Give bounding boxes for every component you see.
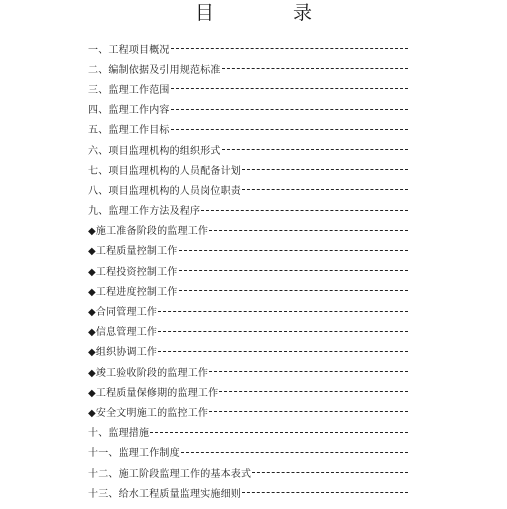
toc-dot-leader — [209, 371, 408, 372]
toc-dot-leader — [158, 311, 408, 312]
toc-entry — [88, 401, 408, 421]
toc-entry-label: 十、监理措施 — [88, 428, 150, 440]
toc-dot-leader — [158, 331, 408, 332]
toc-entry — [88, 321, 408, 341]
toc-dot-leader — [171, 109, 408, 110]
toc-entry-label: 五、监理工作目标 — [88, 125, 170, 137]
toc-entry-label: 一、工程项目概况 — [88, 44, 170, 56]
toc-dot-leader — [242, 169, 408, 170]
toc-entry — [88, 78, 408, 98]
toc-entry — [88, 179, 408, 199]
table-of-contents — [88, 38, 408, 502]
toc-entry — [88, 300, 408, 320]
toc-entry-label: ◆工程投资控制工作 — [88, 266, 178, 278]
toc-entry-label: 三、监理工作范围 — [88, 84, 170, 96]
toc-dot-leader — [242, 492, 408, 493]
toc-dot-leader — [222, 68, 408, 69]
toc-dot-leader — [252, 472, 408, 473]
toc-entry — [88, 58, 408, 78]
toc-dot-leader — [150, 432, 408, 433]
toc-entry-label: ◆组织协调工作 — [88, 347, 158, 359]
toc-entry — [88, 482, 408, 502]
toc-entry — [88, 240, 408, 260]
toc-entry — [88, 38, 408, 58]
toc-entry — [88, 139, 408, 159]
toc-entry — [88, 280, 408, 300]
toc-dot-leader — [201, 210, 408, 211]
toc-entry-label: 十三、给水工程质量监理实施细则 — [88, 488, 241, 500]
toc-entry-label: 二、编制依据及引用规范标准 — [88, 64, 221, 76]
toc-entry — [88, 462, 408, 482]
toc-entry — [88, 220, 408, 240]
toc-entry-label: 九、监理工作方法及程序 — [88, 206, 201, 218]
toc-entry — [88, 341, 408, 361]
toc-entry-label: 八、项目监理机构的人员岗位职责 — [88, 185, 241, 197]
toc-dot-leader — [222, 149, 408, 150]
toc-entry-label: 十二、施工阶段监理工作的基本表式 — [88, 468, 252, 480]
toc-entry — [88, 442, 408, 462]
toc-entry — [88, 422, 408, 442]
toc-dot-leader — [171, 48, 408, 49]
toc-entry-label: ◆工程进度控制工作 — [88, 286, 178, 298]
toc-entry-label: ◆工程质量控制工作 — [88, 246, 178, 258]
toc-dot-leader — [242, 189, 408, 190]
toc-dot-leader — [209, 411, 408, 412]
toc-entry — [88, 119, 408, 139]
toc-entry-label: ◆安全文明施工的监控工作 — [88, 407, 209, 419]
toc-dot-leader — [179, 270, 409, 271]
toc-entry — [88, 159, 408, 179]
toc-entry-label: 六、项目监理机构的组织形式 — [88, 145, 221, 157]
page-title: 目 录 — [194, 2, 342, 24]
toc-dot-leader — [209, 230, 408, 231]
toc-entry-label: ◆信息管理工作 — [88, 327, 158, 339]
toc-dot-leader — [158, 351, 408, 352]
toc-entry-label: 四、监理工作内容 — [88, 105, 170, 117]
toc-dot-leader — [171, 88, 408, 89]
toc-entry — [88, 200, 408, 220]
toc-entry — [88, 361, 408, 381]
toc-entry — [88, 99, 408, 119]
toc-dot-leader — [171, 129, 408, 130]
toc-dot-leader — [179, 290, 409, 291]
toc-entry-label: ◆施工准备阶段的监理工作 — [88, 226, 209, 238]
toc-dot-leader — [219, 391, 408, 392]
toc-entry — [88, 381, 408, 401]
toc-dot-leader — [181, 452, 408, 453]
toc-entry-label: ◆竣工验收阶段的监理工作 — [88, 367, 209, 379]
toc-entry-label: 七、项目监理机构的人员配备计划 — [88, 165, 241, 177]
toc-entry-label: ◆工程质量保修期的监理工作 — [88, 387, 219, 399]
toc-entry-label: ◆合同管理工作 — [88, 307, 158, 319]
toc-entry — [88, 260, 408, 280]
toc-dot-leader — [179, 250, 409, 251]
toc-entry-label: 十一、监理工作制度 — [88, 448, 180, 460]
